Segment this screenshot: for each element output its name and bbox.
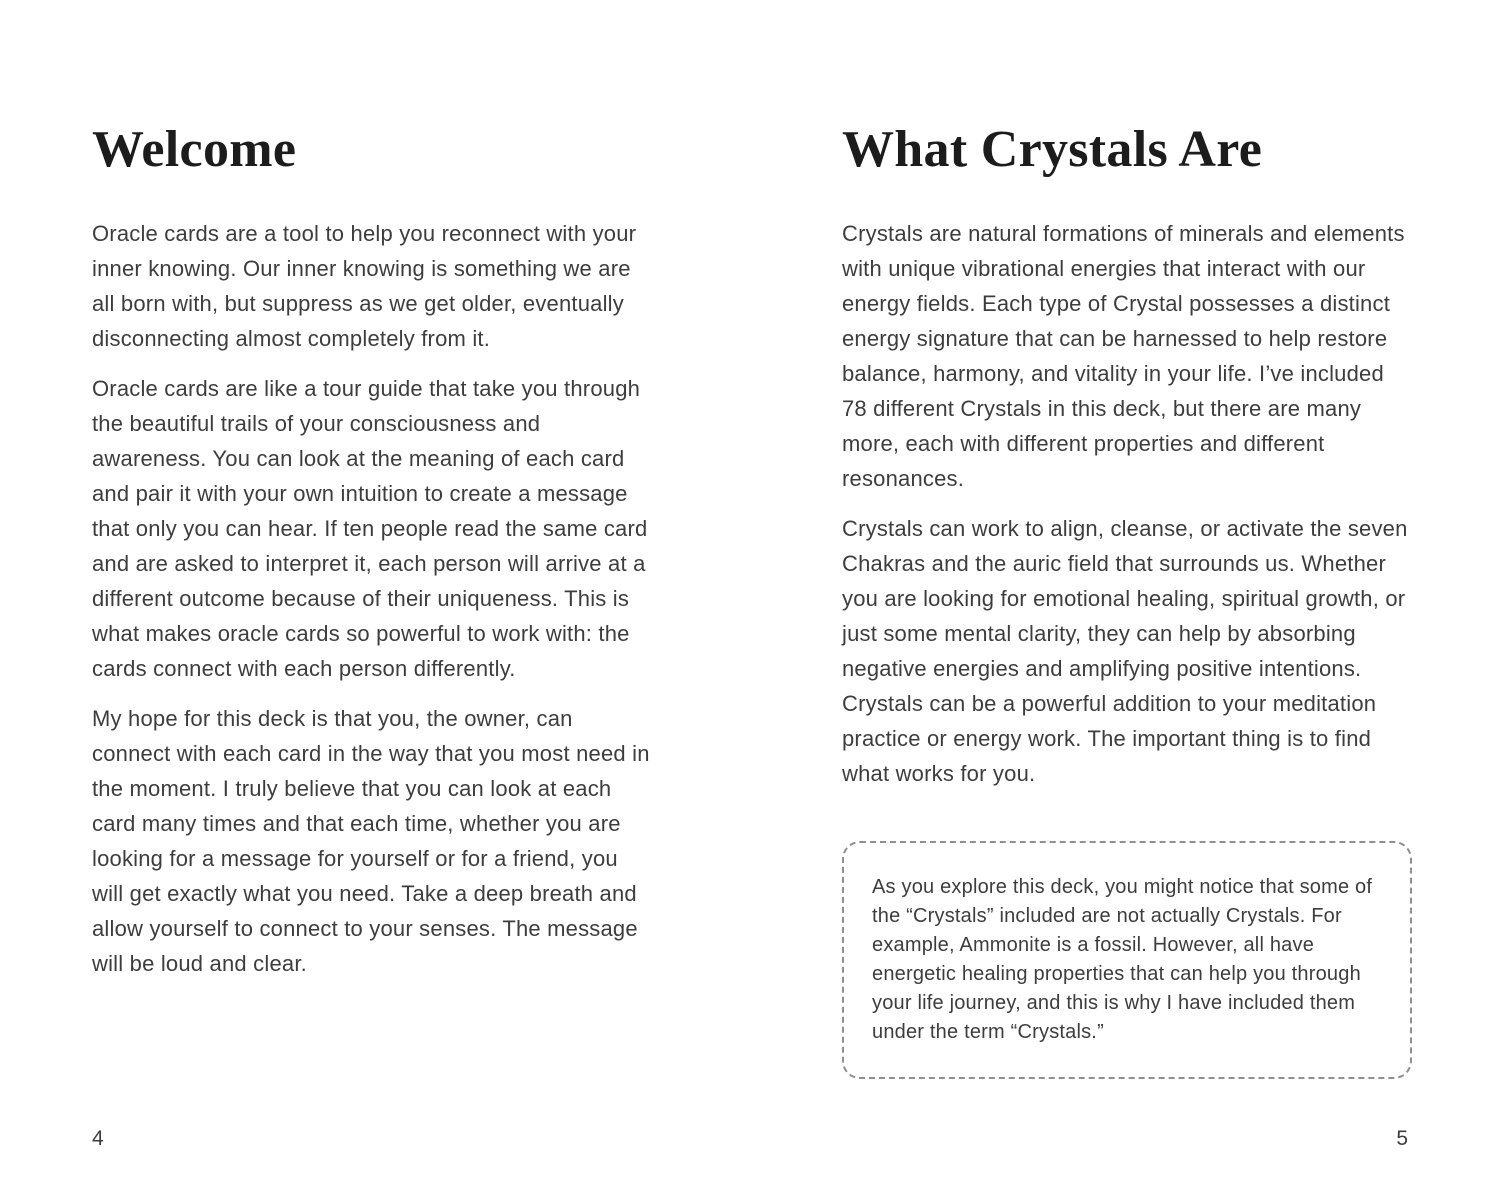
callout-box — [842, 841, 1412, 1079]
body-paragraph: Crystals are natural formations of minerals and elements with unique vibrational energies that interact with our energy fields. Each type of Crystal possesses a distinct energy signature that can be harnessed to help restore balance, harmony, and vitality in your life. I’ve included 78 different Crystals in this deck, but there are many more, each with different properties and different resonances. — [842, 221, 1405, 491]
callout-text: As you explore this deck, you might notice that some of the “Crystals” included are not actually Crystals. For example, Ammonite is a fossil. However, all have energetic healing properties that can help you through your life journey, and this is why I have included them under the term “Crystals.” — [872, 876, 1373, 1043]
page-right-body — [842, 216, 1412, 791]
page-title-welcome: Welcome — [92, 121, 297, 178]
page-left-body — [92, 216, 654, 981]
body-paragraph: Crystals can work to align, cleanse, or activate the seven Chakras and the auric field that surrounds us. Whether you are looking for emotional healing, spiritual growth, or just some mental clarity, they can help by absorbing negative energies and amplifying positive intentions. Crystals can be a powerful addition to your meditation practice or energy work. The important thing is to find what works for you. — [842, 516, 1408, 786]
page-left — [92, 0, 654, 1199]
body-paragraph: Oracle cards are a tool to help you reconnect with your inner knowing. Our inner knowing is something we are all born with, but suppress as we get older, eventually disconnecting almost completely from it. — [92, 221, 637, 351]
body-paragraph: Oracle cards are like a tour guide that take you through the beautiful trails of your consciousness and awareness. You can look at the meaning of each card and pair it with your own intuition to create a message that only you can hear. If ten people read the same card and are asked to interpret it, each person will arrive at a different outcome because of their uniqueness. This is what makes oracle cards so powerful to work with: the cards connect with each person differently. — [92, 376, 648, 681]
page-number-right: 5 — [1396, 1127, 1408, 1150]
page-right — [842, 0, 1412, 1199]
page-title-what-crystals-are: What Crystals Are — [842, 121, 1263, 178]
page-number-left: 4 — [92, 1127, 104, 1150]
body-paragraph: My hope for this deck is that you, the owner, can connect with each card in the way that you most need in the moment. I truly believe that you can look at each card many times and that each time, whether you are looking for a message for yourself or for a friend, you will get exactly what you need. Take a deep breath and allow yourself to connect to your senses. The message will be loud and clear. — [92, 706, 650, 976]
